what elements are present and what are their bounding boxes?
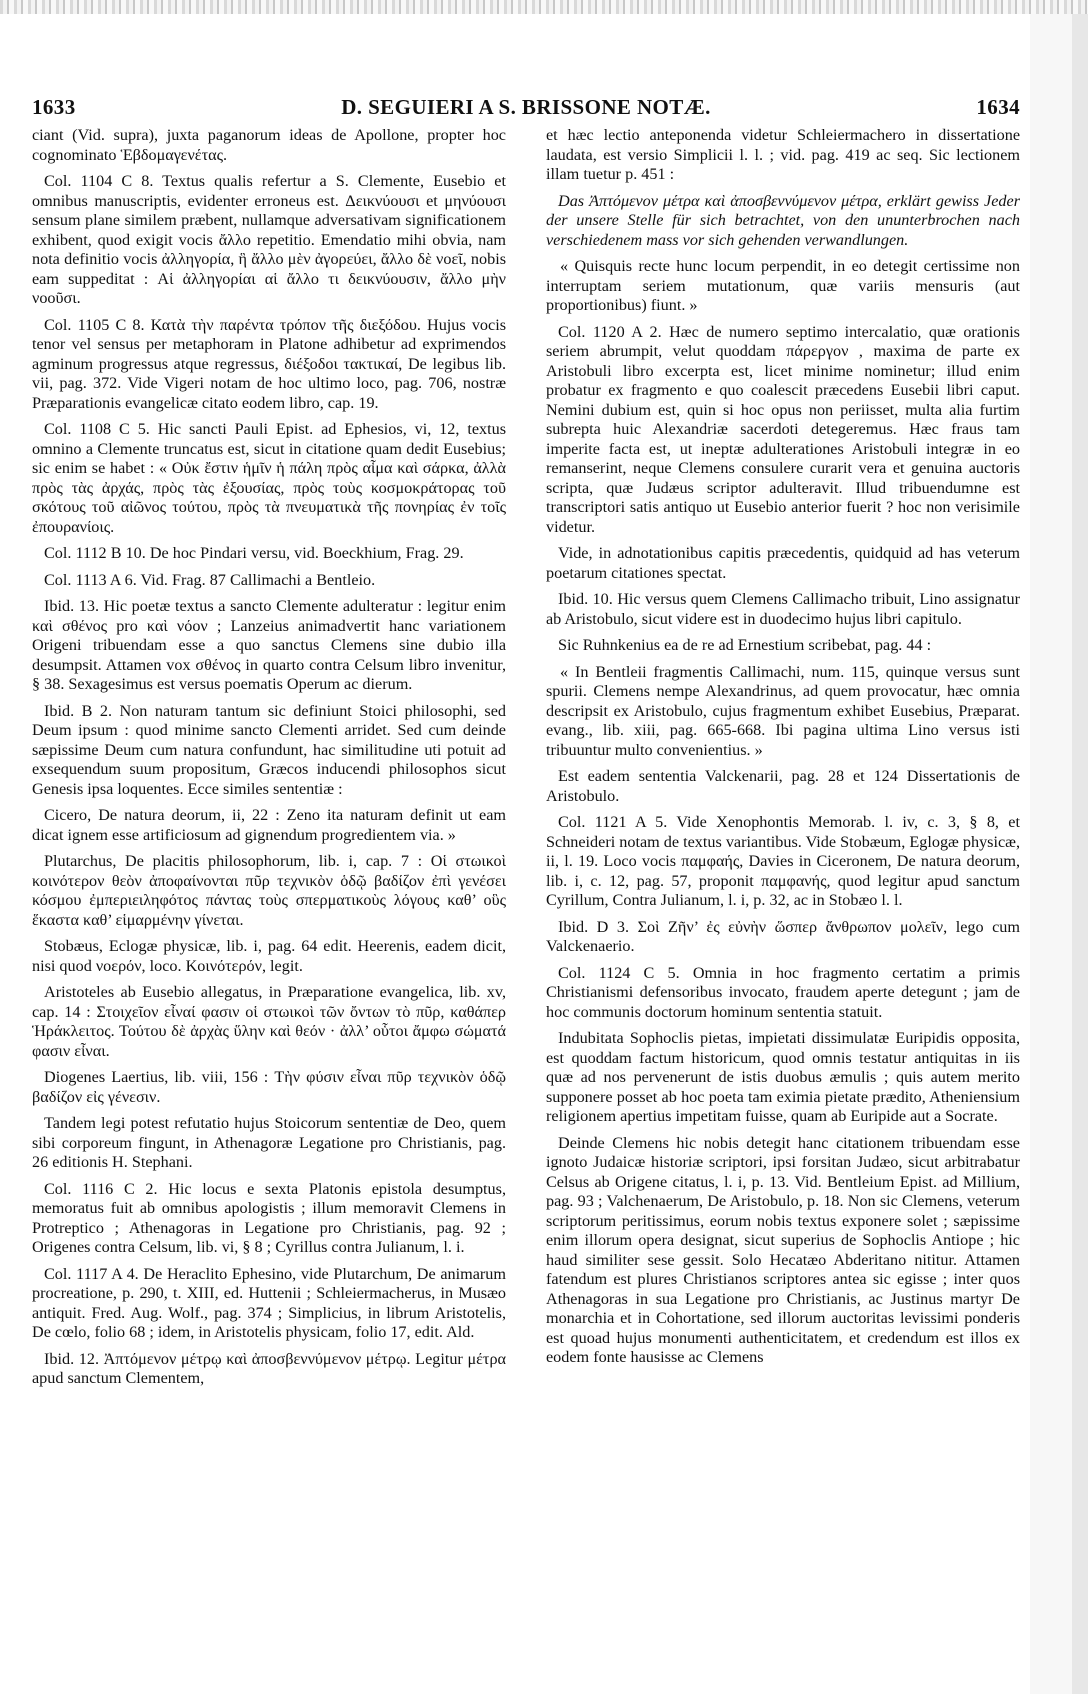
paragraph: Col. 1104 C 8. Textus qualis refertur a S. Clemente, Eusebio et omnibus manuscriptis, evidenter erroneus est. Δεικνύουσι et μηνύουσι sensum plane similem præbent, nullamque adversativam significationem exhibent, quod exigit vocis ἄλλο repetitio. Emendatio mihi obvia, nam nota definitio vocis ἀλληγορία, ἣ ἄλλο μὲν ἀγορεύει, ἄλλο δὲ νοεῖ, nobis eam suppeditat : Αἱ ἀλληγορίαι αἱ ἄλλο τι δεικνύουσιν, ἄλλο μὴν νοοῦσι. xyxy=(32,172,506,307)
page-number-right: 1634 xyxy=(976,95,1020,119)
page-number-left: 1633 xyxy=(32,95,76,119)
paragraph: Ibid. 12. Ἀπτόμενον μέτρῳ καὶ ἀποσβεννύμενον μέτρῳ. Legitur μέτρα apud sanctum Clementem, xyxy=(32,1349,506,1387)
paragraph: Stobæus, Eclogæ physicæ, lib. i, pag. 64 edit. Heerenis, eadem dicit, nisi quod νοερόν, loco. Κοινότερόν, legit. xyxy=(32,937,506,975)
right-column xyxy=(546,126,1020,1686)
paragraph: Ibid. D 3. Σοὶ Ζῆν’ ἐς εὐνὴν ὥσπερ ἄνθρωπον μολεῖν, lego cum Valckenaerio. xyxy=(546,917,1020,955)
paragraph: Aristoteles ab Eusebio allegatus, in Præparatione evangelica, lib. xv, cap. 14 : Στοιχεῖον εἶναί φασιν οἱ στωικοὶ τῶν ὄντων τὸ πῦρ, καθάπερ Ἡράκλειτος. Τούτου δὲ ἀρχὰς ὕλην καὶ θεόν · ἀλλ’ οὗτοι ἄμφω σώματά φασιν εἶναι. xyxy=(32,983,506,1060)
paragraph: Ibid. 10. Hic versus quem Clemens Callimacho tribuit, Lino assignatur ab Aristobulo, sicut videre est in duodecimo hujus libri capitulo. xyxy=(546,590,1020,628)
paragraph: et hæc lectio anteponenda videtur Schleiermachero in dissertatione laudata, est versio Simplicii l. l. ; vid. pag. 419 ac seq. Sic lectionem illam tuetur p. 451 : xyxy=(546,126,1020,183)
paragraph: Col. 1121 A 5. Vide Xenophontis Memorab. l. iv, c. 3, § 8, et Schneideri notam de textus variantibus. Vide Stobæum, Eglogæ physicæ, ii, l. 19. Loco vocis παμφαής, Davies in Ciceronem, De natura deorum, lib. i, c. 12, pag. 57, proponit παμφανής, quod legitur apud sanctum Cyrillum, Contra Julianum, l. i, p. 32, ac in Stobæo l. l. xyxy=(546,813,1020,909)
paragraph: Tandem legi potest refutatio hujus Stoicorum sententiæ de Deo, quem sibi corporeum fingunt, in Athenagoræ Legatione pro Christianis, pag. 26 editionis H. Stephani. xyxy=(32,1114,506,1171)
paragraph: Col. 1112 B 10. De hoc Pindari versu, vid. Boeckhium, Frag. 29. xyxy=(44,544,464,562)
running-title: D. SEGUIERI A S. BRISSONE NOTÆ. xyxy=(341,95,711,119)
left-column xyxy=(32,126,506,1686)
paragraph: « In Bentleii fragmentis Callimachi, num. 115, quinque versus sunt spurii. Clemens nempe Alexandrinus, ad quem provocatur, hæc omnia descripsit ex Aristobulo, cujus fragmentum exhibet Eusebius, Præparat. evang., lib. xiii, pag. 665-668. Ibi pagina ultima Lino versus isti tribuuntur multo convenientius. » xyxy=(546,662,1020,759)
paragraph: Diogenes Laertius, lib. viii, 156 : Τὴν φύσιν εἶναι πῦρ τεχνικὸν ὁδῷ βαδίζον εἰς γένεσιν. xyxy=(32,1068,506,1106)
scan-top-edge xyxy=(0,0,1088,14)
paragraph: Est eadem sententia Valckenarii, pag. 28 et 124 Dissertationis de Aristobulo. xyxy=(546,767,1020,805)
paragraph: Ibid. B 2. Non naturam tantum sic definiunt Stoici philosophi, sed Deum ipsum : quod minime sancto Clementi arridet. Sed cum deinde sæpissime Deum cum natura confundunt, hac similitudine uti potuit ad exsequendum suum propositum, Græcos inducendi philosophos sicut Genesis ipsa loquentes. Ecce similes sententiæ : xyxy=(32,701,506,798)
paragraph: « Quisquis recte hunc locum perpendit, in eo detegit certissime non interruptam seriem mutationum, quæ variis mensuris (aut proportionibus) fiunt. » xyxy=(546,257,1020,314)
paragraph: ciant (Vid. supra), juxta paganorum ideas de Apollone, propter hoc cognominato Ἑβδομαγενέτας. xyxy=(32,126,506,164)
paragraph: Sic Ruhnkenius ea de re ad Ernestium scribebat, pag. 44 : xyxy=(558,636,932,654)
paragraph: Cicero, De natura deorum, ii, 22 : Zeno ita naturam definit ut eam dicat ignem esse artificiosum ad gignendum progredientem via. » xyxy=(32,806,506,844)
page-edge-shadow xyxy=(1072,14,1088,1694)
paragraph: Ibid. 13. Hic poetæ textus a sancto Clemente adulteratur : legitur enim καὶ σθένος pro καὶ νόον ; Lanzeius animadvertit hanc variationem Origeni tribuendam esse a quo sanctus Clemens sine dubio illa desumpsit. Attamen vox σθένος in quarto contra Celsum libro invenitur, § 38. Sexagesimus est versus poematis Operum ac dierum. xyxy=(32,597,506,693)
paragraph: Col. 1105 C 8. Κατὰ τὴν παρέντα τρόπον τῆς διεξόδου. Hujus vocis tenor vel sensus per metaphoram in Platone adhibetur ad exprimendos agminum progressus atque regressus, διέξοδοι τακτικαί, De legibus lib. vii, pag. 372. Vide Vigeri notam de hoc ultimo loco, pag. 706, nostræ Præparationis evangelicæ citato eodem libro, cap. 19. xyxy=(32,315,506,412)
paragraph: Col. 1120 A 2. Hæc de numero septimo intercalatio, quæ orationis seriem abrumpit, velut quoddam πάρεργον , maxima de parte ex Aristobuli libro excerpta est, licet minime nominetur; illud enim probatur ex fragmento e quo coalescit præcedens Eusebii libri caput. Nemini dubium est, quin si hoc opus non periisset, multa alia furtim subrepta huic Alexandriæ sacerdoti detegeremus. Hæc fraus tam imperite facta est, ut ineptæ adulterationes Aristobuli integræ in eo remanserint, neque Clemens consulere curarit vera et genuina auctoris scripta, quæ Judæus scriptor adulteravit. Illud tribuendumne est transcriptori satis antiquo ut Eusebio anterior fuerit ? hoc non verisimile videtur. xyxy=(546,322,1020,536)
paragraph: Deinde Clemens hic nobis detegit hanc citationem tribuendam esse ignoto Judaicæ historiæ scriptori, ipsi forsitan Judæo, sicut arbitrabatur Celsus ab Origene citatus, l. i, p. 13. Vid. Bentleium Epist. ad Millium, pag. 93 ; Valchenaerum, De Aristobulo, p. 18. Non sic Clemens, veterum scriptorum peritissimus, eorum nobis textus exponere solet ; sæpissime enim illorum opera designat, sicut superius de Sophoclis Antiope ; hic haud similiter sese gessit. Solo Hecatæo Abderitano nititur. Attamen fatendum est plures Christianos scriptores antea sic egisse ; inter quos Athenagoras in sua Legatione pro Christianis, ac Justinus martyr De monarchia et in Cohortatione, sed illorum auctoritas levissimi ponderis est quoad hujus monumenti authenticitatem, et credendum est illos ex eodem fonte hausisse ac Clemens xyxy=(546,1133,1020,1366)
paragraph: Col. 1117 A 4. De Heraclito Ephesino, vide Plutarchum, De animarum procreatione, p. 290, t. XIII, ed. Huttenii ; Schleiermacherus, in Musæo antiquit. Fred. Aug. Wolf., pag. 374 ; Simplicius, in librum Aristotelis, De cœlo, folio 68 ; idem, in Aristotelis physicam, folio 17, edit. Ald. xyxy=(32,1264,506,1341)
german-quotation: Das Ἀπτόμενον μέτρα καὶ ἀποσβεννύμενον μέτρα, erklärt gewiss Jeder der unsere Stelle für sich betrachtet, von den ununterbrochen nach verschiedenem mass vor sich gehenden verwandlungen. xyxy=(546,191,1020,249)
paragraph: Vide, in adnotationibus capitis præcedentis, quidquid ad has veterum poetarum citationes spectat. xyxy=(546,544,1020,582)
paragraph: Col. 1113 A 6. Vid. Frag. 87 Callimachi a Bentleio. xyxy=(44,570,376,589)
running-header xyxy=(32,95,1020,129)
paragraph: Indubitata Sophoclis pietas, impietati dissimulatæ Euripidis opposita, est quoddam factum historicum, quod omnis testatur antiquitas in iis quæ ad nos pervenerunt de istis duobus æmulis ; quis autem merito supponere posset ab hoc poeta tam eximia pietate prædito, Atheniensium religionem apertius impetitam fuisse, quam ab Euripide aut a Socrate. xyxy=(546,1029,1020,1125)
paragraph: Col. 1124 C 5. Omnia in hoc fragmento certatim a primis Christianismi defensoribus invocato, fraudem aperte detegunt ; jam de hoc communis doctorum hominum sententia statuit. xyxy=(546,963,1020,1021)
paragraph: Col. 1116 C 2. Hic locus e sexta Platonis epistola desumptus, memoratus fuit ab omnibus apologistis ; illum memoravit Clemens in Protreptico ; Athenagoras in Legatione pro Christianis, pag. 92 ; Origenes contra Celsum, lib. vi, § 8 ; Cyrillus contra Julianum, l. i. xyxy=(32,1179,506,1256)
paragraph: Col. 1108 C 5. Hic sancti Pauli Epist. ad Ephesios, vi, 12, textus omnino a Clemente truncatus est, sicut in citatione quam dedit Eusebius; sic enim se habet : « Οὐκ ἔστιν ἡμῖν ἡ πάλη πρὸς αἷμα καὶ σάρκα, ἀλλὰ πρὸς τὰς ἀρχάς, πρὸς τὰς ἐξουσίας, πρὸς τοὺς κοσμοκράτορας τοῦ σκότους τοῦ αἰῶνος τούτου, πρὸς τὰ πνευματικὰ τῆς πονηρίας ἐν τοῖς ἐπουρανίοις. xyxy=(32,420,506,536)
paragraph: Plutarchus, De placitis philosophorum, lib. i, cap. 7 : Οἱ στωικοὶ κοινότερον θεὸν ἀποφαίνονται πῦρ τεχνικὸν ὁδῷ βαδίζον ἐπὶ γενέσει κόσμου ἐμπεριειληφότος πάντας τοὺς σπερματικοὺς λόγους καθ’ οὓς ἕκαστα καθ’ εἱμαρμένην γίνεται. xyxy=(32,852,506,929)
